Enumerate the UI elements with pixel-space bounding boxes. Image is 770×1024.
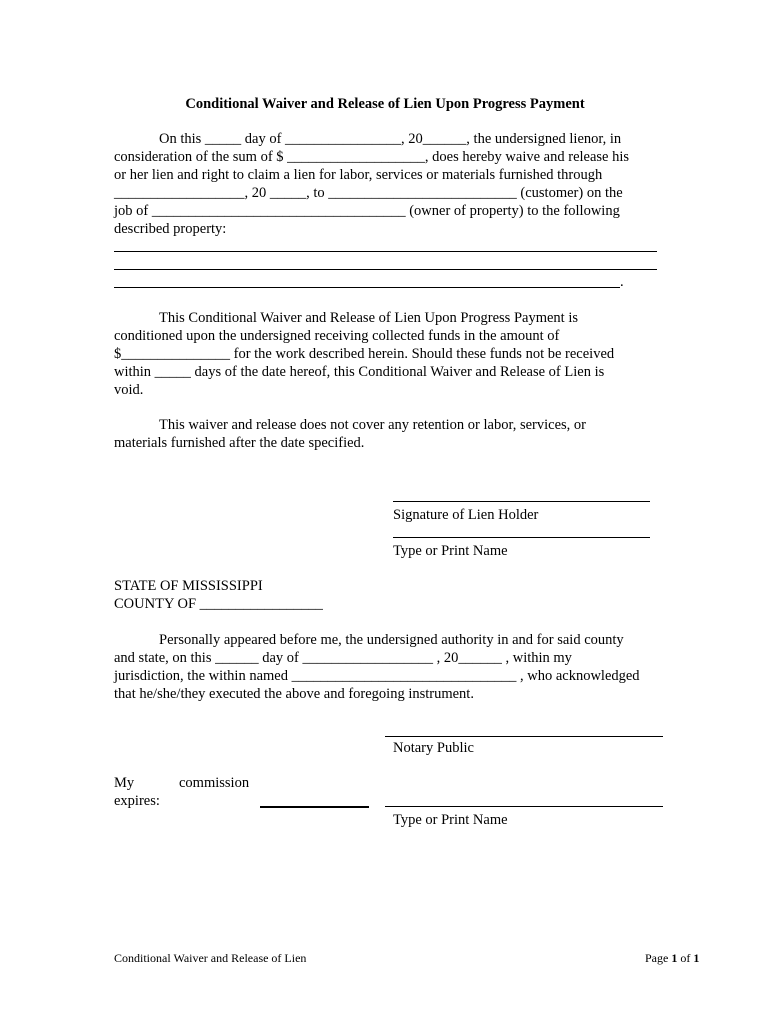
paragraph-line: jurisdiction, the within named _______________________________ , who acknowledged xyxy=(114,668,640,684)
paragraph-line: $_______________ for the work described herein. Should these funds not be received xyxy=(114,346,615,362)
blank-line xyxy=(114,251,657,252)
paragraph-line: Personally appeared before me, the undersigned authority in and for said county xyxy=(159,632,624,648)
notary-label: Notary Public xyxy=(393,740,474,756)
document-title: Conditional Waiver and Release of Lien Upon Progress Payment xyxy=(185,96,585,112)
property-end-period: . xyxy=(620,274,624,290)
paragraph-line: job of ___________________________________ (owner of property) to the following xyxy=(114,203,620,219)
paragraph-line: or her lien and right to claim a lien for labor, services or materials furnished through xyxy=(114,167,603,183)
page-total: 1 xyxy=(693,951,700,965)
commission-word-my: My xyxy=(114,775,135,791)
page-current: 1 xyxy=(671,951,678,965)
commission-word-expires: expires: xyxy=(114,793,160,809)
paragraph-line: consideration of the sum of $ ___________________, does hereby waive and release his xyxy=(114,149,630,165)
page-prefix: Page xyxy=(645,951,669,965)
footer-page-number xyxy=(645,949,699,967)
county-label: COUNTY OF _________________ xyxy=(114,596,323,612)
paragraph-line: This Conditional Waiver and Release of Lien Upon Progress Payment is xyxy=(159,310,578,326)
paragraph-line: described property: xyxy=(114,221,227,237)
state-label: STATE OF MISSISSIPPI xyxy=(114,578,263,594)
paragraph-line: materials furnished after the date specified. xyxy=(114,435,365,451)
commission-word: commission xyxy=(179,775,250,791)
commission-date-line xyxy=(260,806,369,808)
blank-line xyxy=(114,287,620,288)
paragraph-line: __________________, 20 _____, to __________________________ (customer) on the xyxy=(114,185,623,201)
paragraph-line: conditioned upon the undersigned receiving collected funds in the amount of xyxy=(114,328,560,344)
signature-label: Signature of Lien Holder xyxy=(393,507,539,523)
paragraph-line: that he/she/they executed the above and foregoing instrument. xyxy=(114,686,474,702)
page-of: of xyxy=(680,951,691,965)
notary-signature-line xyxy=(385,736,663,737)
print-name-line xyxy=(393,537,650,538)
notary-print-name-label: Type or Print Name xyxy=(393,812,508,828)
paragraph-line: within _____ days of the date hereof, this Conditional Waiver and Release of Lien is xyxy=(114,364,605,380)
paragraph-line: void. xyxy=(114,382,144,398)
signature-line xyxy=(393,501,650,502)
paragraph-line: This waiver and release does not cover any retention or labor, services, or xyxy=(159,417,587,433)
paragraph-line: On this _____ day of ________________, 20______, the undersigned lienor, in xyxy=(159,131,622,147)
footer-document-name: Conditional Waiver and Release of Lien xyxy=(114,951,307,965)
paragraph-line: and state, on this ______ day of __________________ , 20______ , within my xyxy=(114,650,572,666)
print-name-label: Type or Print Name xyxy=(393,543,508,559)
blank-line xyxy=(114,269,657,270)
notary-print-name-line xyxy=(385,806,663,807)
